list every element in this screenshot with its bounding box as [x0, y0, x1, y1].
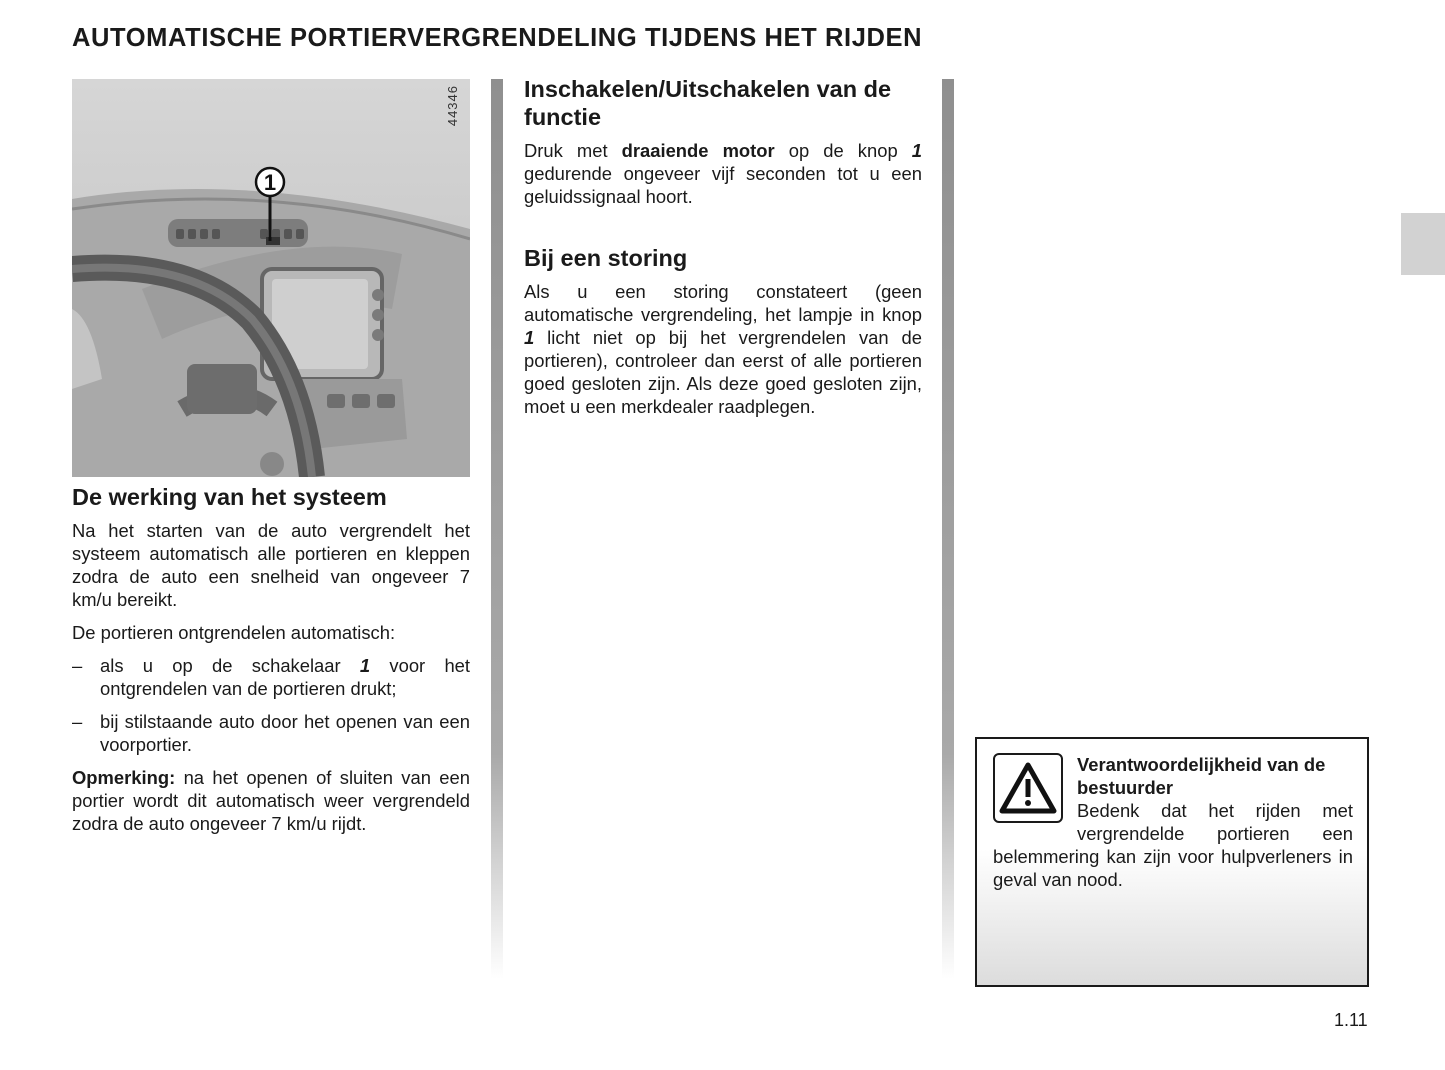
text-span: licht niet op bij het vergrendelen van de portieren), controleer dan eerst of alle portieren goed gesloten zijn. Als deze goed gesloten zijn, moet u een merkdealer raadplegen.: [524, 327, 922, 417]
paragraph-malfunction: [524, 280, 922, 418]
list-item: [72, 654, 470, 700]
dashboard-drawing: [72, 79, 470, 477]
chapter-tab: [1401, 213, 1445, 275]
list-item: [72, 710, 470, 756]
text-span: op de knop: [774, 140, 912, 161]
column-divider-left: [491, 79, 503, 979]
figure-number: 44346: [445, 85, 460, 127]
heading-system-operation: De werking van het systeem: [72, 484, 387, 510]
dashboard-illustration: [72, 79, 470, 477]
column-left: [72, 79, 470, 845]
column-middle: [524, 75, 922, 428]
text-span: Druk met: [524, 140, 622, 161]
text-span: gedurende ongeveer vijf seconden tot u een geluidssignaal hoort.: [524, 163, 922, 207]
warning-text: Bedenk dat het rijden met vergrendelde portieren een belemmering kan zijn voor hulpverleners in geval van nood.: [993, 800, 1353, 890]
list-item-text: bij stilstaande auto door het openen van een voorportier.: [100, 711, 470, 755]
note-text: na het openen of sluiten van een portier wordt dit automatisch weer vergrendeld zodra de auto ongeveer 7 km/u rijdt.: [72, 767, 470, 834]
warning-title: Verantwoordelijkheid van de bestuurder: [1077, 754, 1326, 798]
warning-box: [975, 737, 1369, 987]
emphasis-engine-running: draaiende motor: [621, 140, 775, 161]
note-label: Opmerking:: [72, 767, 176, 788]
button-reference: 1: [359, 655, 371, 676]
page-title: AUTOMATISCHE PORTIERVERGRENDELING TIJDENS HET RIJDEN: [72, 24, 923, 52]
figure-callout-label: 1: [263, 170, 277, 195]
unlock-conditions-list: [72, 654, 470, 756]
page-number: 1.11: [1334, 1010, 1368, 1030]
heading-enable-disable: Inschakelen/Uitschakelen van de functie: [524, 76, 892, 130]
paragraph-auto-unlock-intro: De portieren ontgrendelen automatisch:: [72, 622, 396, 643]
note-paragraph: [72, 766, 470, 835]
button-reference: 1: [524, 327, 535, 348]
paragraph-enable-disable: [524, 139, 922, 208]
heading-malfunction: Bij een storing: [524, 245, 688, 271]
paragraph-system-description: Na het starten van de auto vergrendelt het systeem automatisch alle portieren en kleppen zodra de auto een snelheid van ongeveer 7 km/u bereikt.: [72, 520, 470, 610]
text-span: Als u een storing constateert (geen automatische vergrendeling, het lampje in knop: [524, 281, 922, 325]
list-item-text: voor het ontgrendelen van de portieren drukt;: [100, 655, 471, 699]
button-reference: 1: [911, 140, 922, 161]
warning-triangle-icon: [993, 753, 1063, 823]
column-divider-right: [942, 79, 954, 979]
list-item-text: als u op de schakelaar: [100, 655, 360, 676]
